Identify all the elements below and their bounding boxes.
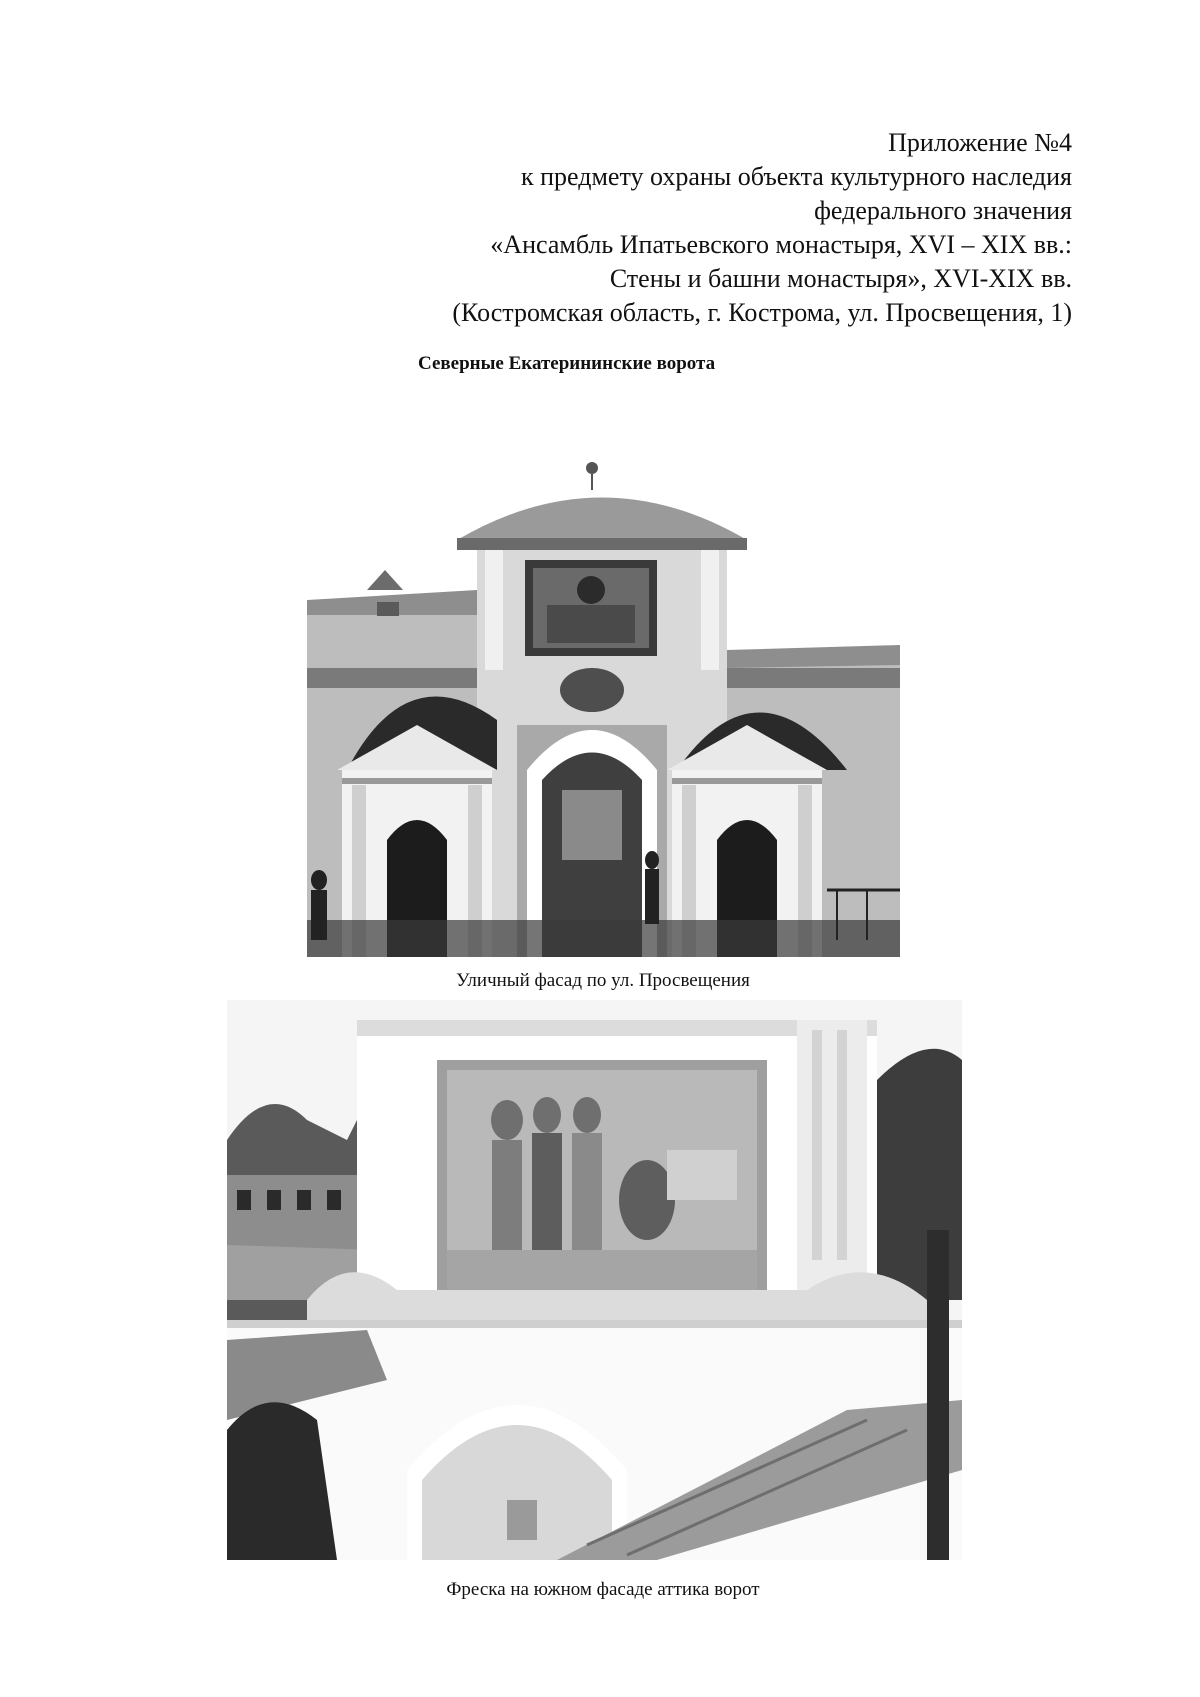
header-address: (Костромская область, г. Кострома, ул. Просвещения, 1) — [452, 298, 1072, 327]
gate-facade-photo — [307, 440, 900, 957]
header-line-5: Стены и башни монастыря», XVI-XIX вв. — [609, 264, 1072, 293]
photo-caption-street-facade: Уличный фасад по ул. Просвещения — [456, 970, 750, 991]
attic-fresco-photo — [227, 1000, 962, 1560]
appendix-number: Приложение №4 — [888, 128, 1072, 157]
section-title: Северные Екатерининские ворота — [418, 353, 716, 374]
header-line-3: федерального значения — [814, 196, 1072, 225]
photo-caption-attic-fresco: Фреска на южном фасаде аттика ворот — [446, 1579, 760, 1600]
header-line-4: «Ансамбль Ипатьевского монастыря, XVI – XIX вв.: — [490, 230, 1072, 259]
header-line-2: к предмету охраны объекта культурного наследия — [520, 162, 1072, 191]
document-header — [252, 126, 1072, 330]
